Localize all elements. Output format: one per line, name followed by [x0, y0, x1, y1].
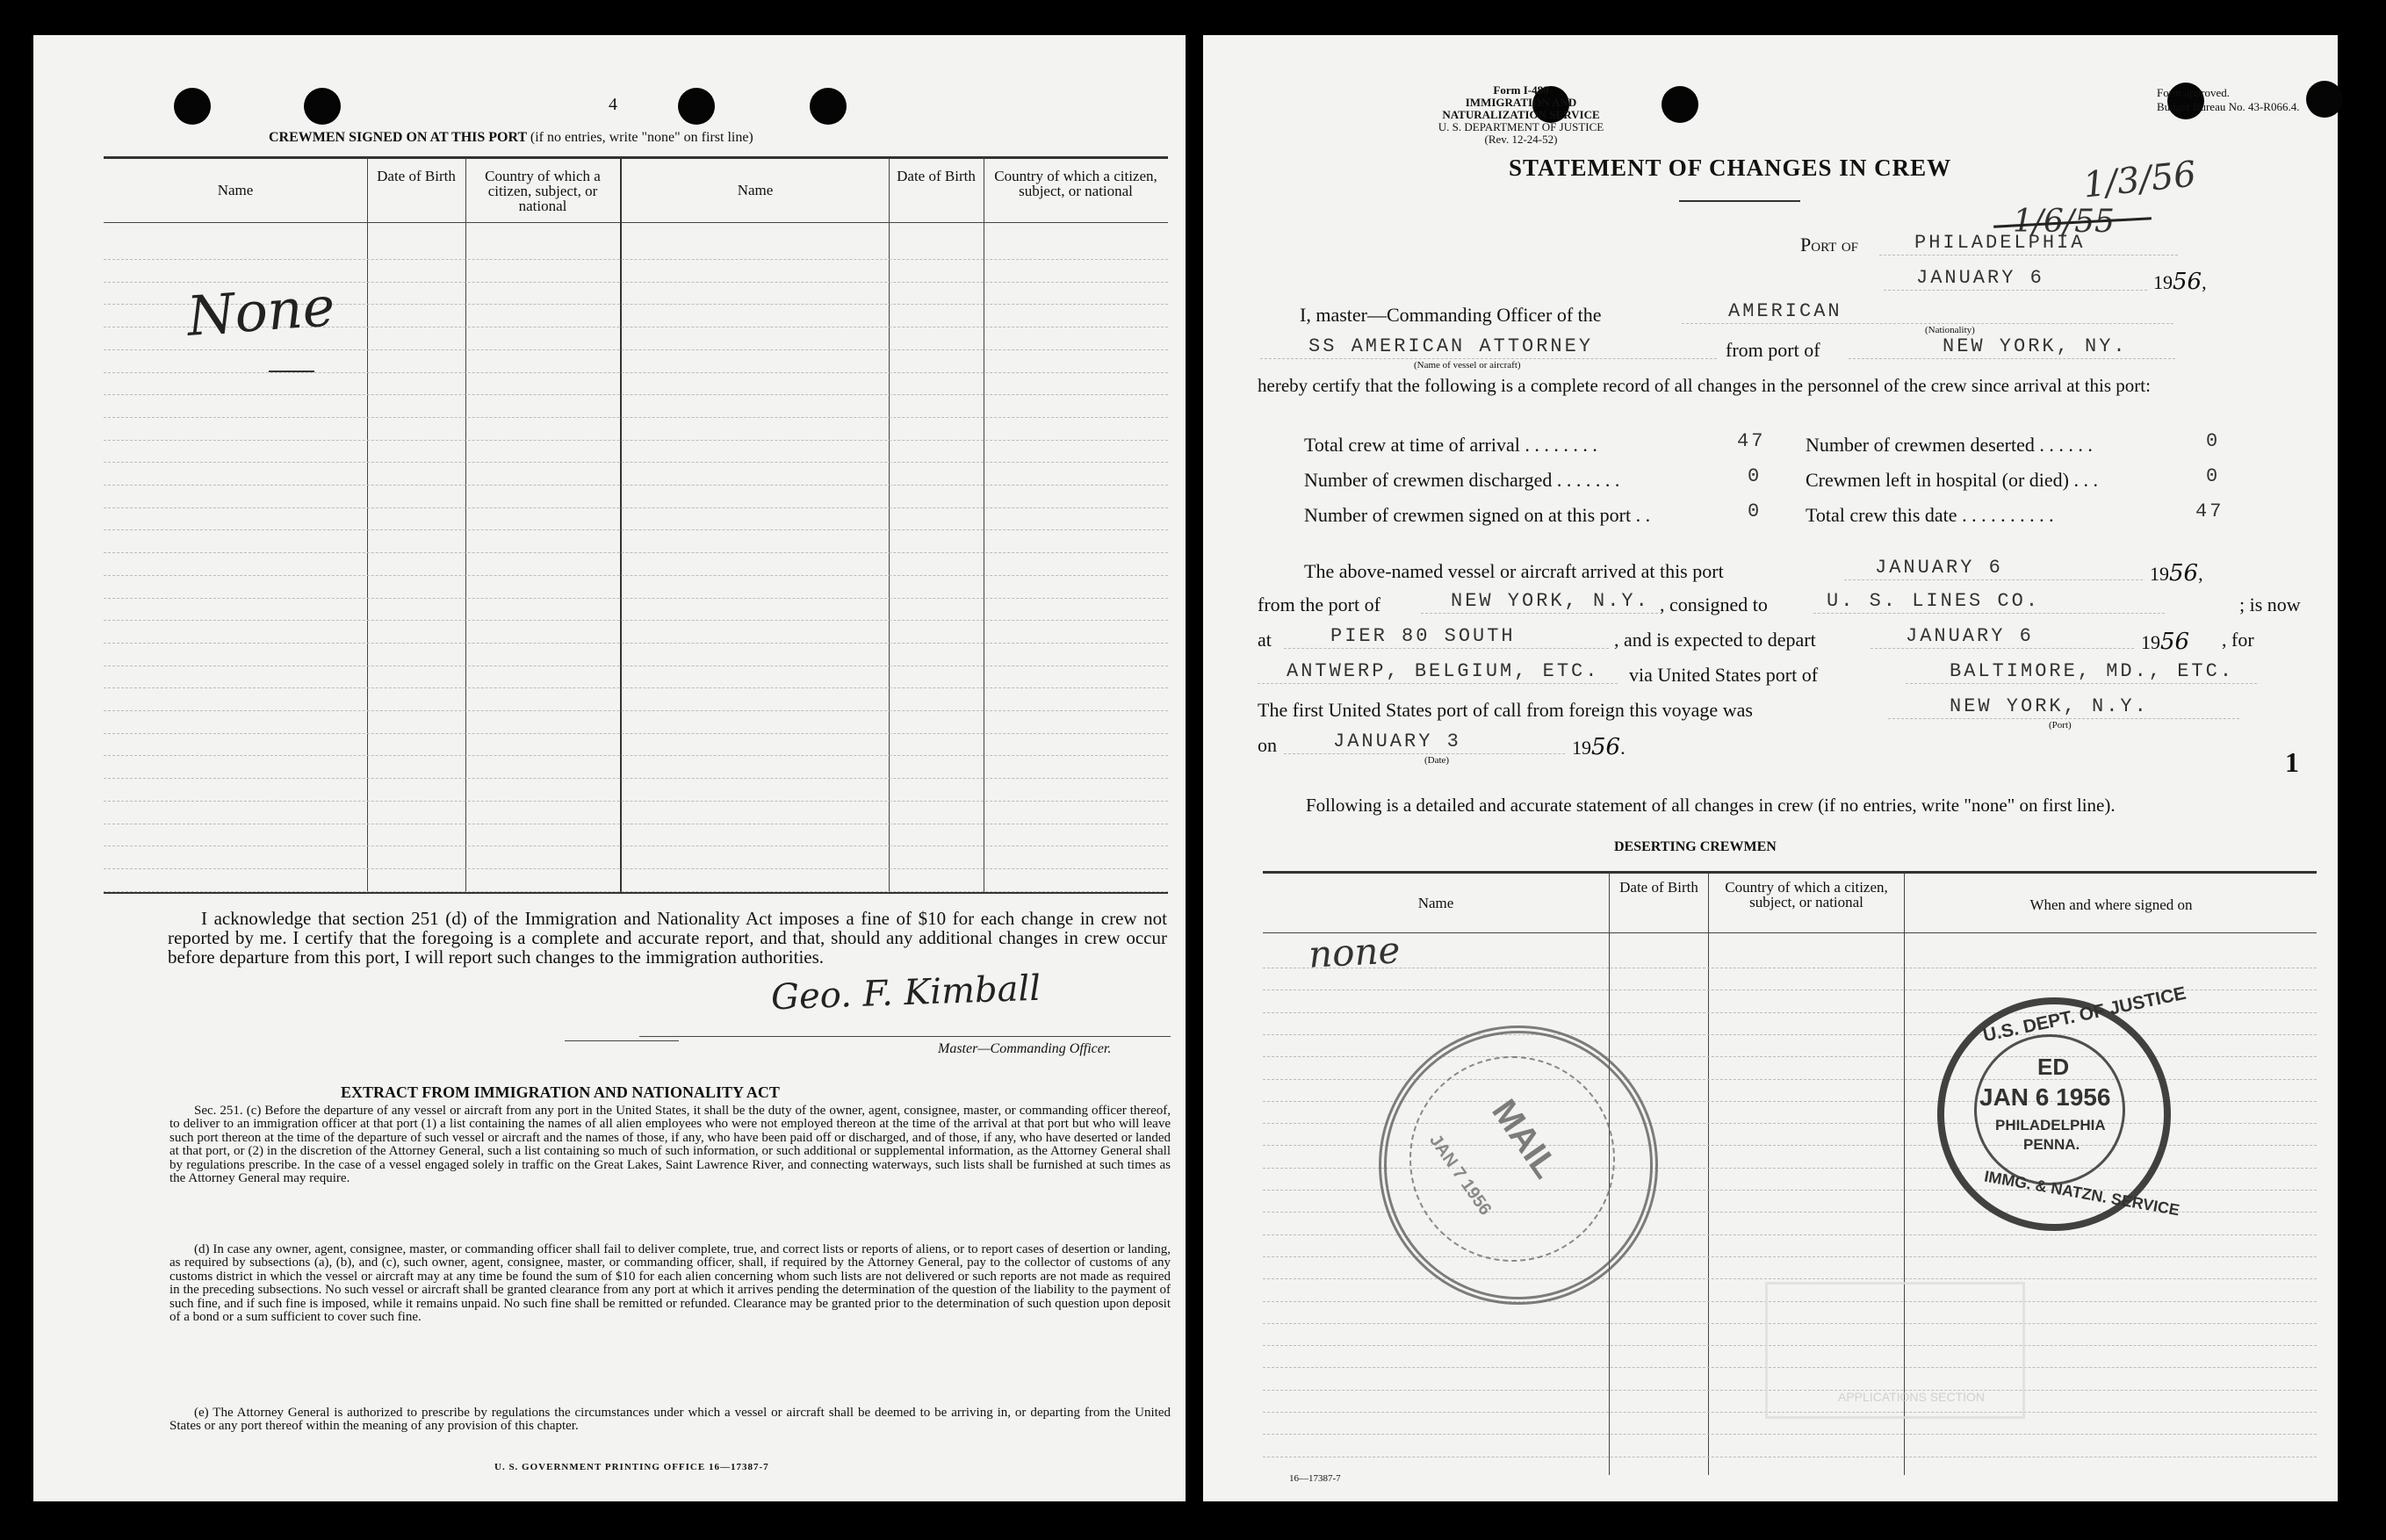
form-number: Form I-489	[1493, 83, 1549, 97]
applications-stamp-text: APPLICATIONS SECTION	[1838, 1390, 1985, 1404]
stat-value: 47	[2195, 500, 2224, 522]
nationality-value: AMERICAN	[1728, 300, 1842, 322]
row-line	[104, 552, 1168, 553]
justice-stamp-top: U.S. DEPT. OF JUSTICE	[1981, 982, 2188, 1047]
punch-hole	[1662, 86, 1698, 123]
title-underline	[1679, 200, 1800, 202]
certify-text: hereby certify that the following is a complete record of all changes in the personnel of the crew since arrival at this port:	[1258, 375, 2151, 396]
year-prefix: 19	[2141, 631, 2160, 653]
col-header-country: Country of which a citizen, subject, or national	[1725, 879, 1888, 910]
arrived-year: 1956,	[2150, 560, 2203, 586]
at-value: PIER 80 SOUTH	[1330, 625, 1516, 647]
depart-value: JANUARY 6	[1906, 625, 2034, 647]
year-prefix: 19	[2153, 271, 2173, 293]
signature-line	[565, 1040, 679, 1041]
punch-hole	[2306, 81, 2343, 118]
stat-value: 0	[2206, 465, 2221, 487]
row-line	[104, 733, 1168, 734]
via-value: BALTIMORE, MD., ETC.	[1950, 660, 2235, 682]
table-header-rule	[104, 222, 1168, 223]
row-line	[104, 620, 1168, 621]
signature-caption: Master—Commanding Officer.	[938, 1041, 1112, 1056]
struck-date: 1/6/55	[2013, 204, 2115, 240]
extract-section-c: Sec. 251. (c) Before the departure of any vessel or aircraft from any port in the United States, it shall be the duty of the owner, agent, consignee, master, or commanding officer thereof, to deliver to an immigration officer at that port (1) a list containing the names of all alien employees who were not employed thereon at the time of the arrival at that port but who will leave such port thereon at the time of the departure of such vessel or aircraft and the names of those, if any, who have been paid off or discharged, and of those, if any, who have deserted or landed at that port, or (2) in the discretion of the Attorney General, such a list containing so much of such information, or such additional or supplemental information, as the Attorney General shall by regulations prescribe. In the case of a vessel engaged solely in traffic on the Great Lakes, Saint Lawrence River, and connecting waterways, such lists shall be furnished at such times as the Attorney General may require.	[169, 1104, 1171, 1186]
row-line	[104, 529, 1168, 530]
page-number: 1	[2285, 746, 2299, 778]
table-header-rule	[1263, 932, 2317, 933]
stat-label: Number of crewmen signed on at this port . .	[1304, 504, 1651, 526]
signature-line	[639, 1036, 1171, 1037]
nationality-caption: (Nationality)	[1925, 325, 1975, 335]
from-port-value: NEW YORK, NY.	[1943, 335, 2128, 357]
date-year: 1956,	[2153, 269, 2207, 295]
fill-line	[1284, 753, 1565, 754]
col-divider	[889, 158, 890, 892]
row-line	[1263, 1278, 2317, 1279]
master-signature: Geo. F. Kimball	[770, 968, 1042, 1018]
table-top-rule	[1263, 871, 2317, 874]
col-divider	[367, 158, 368, 892]
fill-line	[1682, 323, 2173, 324]
left-page	[33, 35, 1186, 1501]
form-header	[1416, 84, 1626, 146]
year-handwritten: 56	[2160, 629, 2190, 655]
row-line	[104, 755, 1168, 756]
row-line	[104, 868, 1168, 869]
fill-line	[1849, 358, 2175, 359]
fill-line	[1813, 613, 2165, 614]
justice-stamp-bottom: IMMG. & NATZN. SERVICE	[1983, 1167, 2181, 1220]
printing-office-footer: U. S. GOVERNMENT PRINTING OFFICE 16—17387-7	[494, 1462, 769, 1472]
form-revision: (Rev. 12-24-52)	[1484, 133, 1558, 146]
agency-department: U. S. DEPARTMENT OF JUSTICE	[1438, 120, 1604, 133]
right-page	[1203, 35, 2338, 1501]
depart-year	[2141, 629, 2189, 655]
page-number: 4	[609, 95, 617, 114]
from-port-of-value: NEW YORK, N.Y.	[1451, 590, 1650, 612]
at-label: at	[1258, 629, 1272, 651]
row-line	[1263, 1034, 2317, 1035]
approval-line-2: Budget Bureau No. 43-R066.4.	[2157, 100, 2300, 113]
row-line	[104, 778, 1168, 779]
from-port-label: from port of	[1726, 339, 1820, 361]
following-text: Following is a detailed and accurate statement of all changes in crew (if no entries, write "none" on first line).	[1306, 795, 2116, 816]
destination-value: ANTWERP, BELGIUM, ETC.	[1287, 660, 1600, 682]
section-title: CREWMEN SIGNED ON AT THIS PORT (if no entries, write "none" on first line)	[269, 130, 753, 145]
form-footer: 16—17387-7	[1289, 1473, 1341, 1484]
col-divider	[1708, 873, 1709, 1475]
row-line	[104, 801, 1168, 802]
applications-stamp	[1765, 1282, 2025, 1419]
port-label: Port of	[1800, 234, 1859, 255]
col-header-country: Country of which a citizen, subject, or national	[485, 168, 601, 214]
mail-stamp	[1379, 1025, 1658, 1305]
row-line	[104, 891, 1168, 892]
for-label: , for	[2222, 629, 2254, 651]
approval-line-1: Form approved.	[2157, 86, 2231, 99]
stat-label: Total crew this date . . . . . . . . . .	[1806, 504, 2054, 526]
vessel-caption: (Name of vessel or aircraft)	[1414, 360, 1521, 371]
handwritten-date: 1/3/56	[2080, 154, 2198, 206]
form-title: STATEMENT OF CHANGES IN CREW	[1509, 155, 1952, 181]
row-line	[104, 710, 1168, 711]
deserting-title: DESERTING CREWMEN	[1614, 839, 1777, 854]
stat-label: Number of crewmen deserted . . . . . .	[1806, 434, 2093, 456]
first-port-text: The first United States port of call from foreign this voyage was	[1258, 699, 1753, 721]
col-header-dob: Date of Birth	[1619, 879, 1698, 896]
col-header-country-2: Country of which a citizen, subject, or national	[994, 168, 1157, 199]
on-year: 1956.	[1572, 734, 1626, 760]
row-line	[104, 259, 1168, 260]
fill-line	[1906, 683, 2257, 684]
col-header-dob: Date of Birth	[377, 168, 456, 184]
row-line	[1263, 1012, 2317, 1013]
is-now: ; is now	[2239, 594, 2301, 615]
col-divider	[465, 158, 466, 892]
row-line	[104, 417, 1168, 418]
stat-value: 0	[2206, 430, 2221, 452]
extract-title: EXTRACT FROM IMMIGRATION AND NATIONALITY ACT	[341, 1083, 780, 1101]
expected-label: , and is expected to depart	[1614, 629, 1816, 651]
year-handwritten: 56	[2169, 560, 2199, 586]
handwritten-none: None	[184, 274, 337, 349]
punch-hole	[174, 88, 211, 125]
table-bottom-rule	[104, 892, 1168, 894]
handwritten-none: none	[1307, 928, 1402, 976]
stat-value: 0	[1748, 500, 1762, 522]
punch-hole	[304, 88, 341, 125]
stat-label: Crewmen left in hospital (or died) . . .	[1806, 469, 2098, 491]
first-port-value: NEW YORK, N.Y.	[1950, 695, 2149, 717]
extract-section-e: (e) The Attorney General is authorized to prescribe by regulations the circumstances under which a vessel or aircraft shall be deemed to be arriving in, or departing from the United States or any port thereof within the meaning of any provision of this chapter.	[169, 1406, 1171, 1434]
master-line: I, master—Commanding Officer of the	[1300, 304, 1602, 326]
fill-line	[1258, 683, 1618, 684]
mail-stamp-date: JAN 7 1956	[1425, 1131, 1496, 1220]
year-handwritten: 56	[2173, 269, 2202, 295]
row-line	[104, 349, 1168, 350]
year-handwritten: 56	[1591, 734, 1621, 760]
fill-line	[1284, 648, 1609, 649]
mail-stamp-text: MAIL	[1484, 1092, 1566, 1185]
stat-label: Total crew at time of arrival . . . . . . . .	[1304, 434, 1597, 456]
year-prefix: 19	[2150, 563, 2169, 585]
fill-line	[1871, 648, 2134, 649]
arrived-text: The above-named vessel or aircraft arrived at this port	[1304, 560, 1724, 582]
punch-hole	[810, 88, 847, 125]
col-header-dob-2: Date of Birth	[897, 168, 976, 184]
col-header-signed-on: When and where signed on	[2029, 896, 2193, 913]
year-prefix: 19	[1572, 737, 1591, 759]
on-value: JANUARY 3	[1333, 730, 1461, 752]
from-port-of: from the port of	[1258, 594, 1380, 615]
row-line	[104, 643, 1168, 644]
row-line	[104, 485, 1168, 486]
vessel-value: SS AMERICAN ATTORNEY	[1308, 335, 1594, 357]
row-line	[104, 507, 1168, 508]
row-line	[104, 394, 1168, 395]
extract-section-d: (d) In case any owner, agent, consignee, master, or commanding officer shall fail to deliver complete, true, and correct lists or reports of aliens, or to report cases of desertion or landing, as required by subsections (a), (b), and (c), such owner, agent, consignee, master, or commanding officer, shall, if required by the Attorney General, pay to the collector of customs of any customs district in which the vessel or aircraft may at any time be found the sum of $10 for each alien concerning whom such lists are not delivered or such reports are not made as required in the preceding subsections. No such vessel or aircraft shall be granted clearance from any port at which it arrives pending the determination of the question of the liability to the payment of such fine, and if such fine is imposed, while it remains unpaid. No such fine shall be remitted or refunded. Clearance may be granted prior to the determination of such question upon deposit of a bond or a sum sufficient to cover such fine.	[169, 1242, 1171, 1325]
justice-stamp-city: PHILADELPHIA	[1995, 1117, 2106, 1133]
port-caption: (Port)	[2049, 720, 2072, 730]
fill-line	[1888, 718, 2239, 719]
approval-note	[2157, 86, 2299, 114]
fill-line	[1421, 613, 1658, 614]
acknowledgment-text: I acknowledge that section 251 (d) of the Immigration and Nationality Act imposes a fine of $10 for each change in crew not reported by me. I certify that the foregoing is a complete and accurate report, and that, should any additional changes in crew occur before departure from this port, I will report such changes to the immigration authorities.	[168, 908, 1167, 968]
fill-line	[1844, 579, 2143, 580]
stat-label: Number of crewmen discharged . . . . . . .	[1304, 469, 1620, 491]
row-line	[1263, 1434, 2317, 1435]
port-value: PHILADELPHIA	[1914, 232, 2086, 254]
date-value: JANUARY 6	[1916, 267, 2044, 289]
consigned-value: U. S. LINES CO.	[1827, 590, 2041, 612]
row-line	[104, 462, 1168, 463]
fill-line	[1260, 358, 1717, 359]
stat-value: 0	[1748, 465, 1762, 487]
consigned-label: , consigned to	[1660, 594, 1768, 615]
table-top-rule	[104, 156, 1168, 159]
col-header-name-2: Name	[737, 182, 774, 198]
on-label: on	[1258, 734, 1277, 756]
row-line	[1263, 1056, 2317, 1057]
punch-hole	[678, 88, 715, 125]
justice-stamp-center: ED	[2037, 1054, 2070, 1080]
row-line	[104, 440, 1168, 441]
justice-stamp-state: PENNA.	[2023, 1136, 2080, 1153]
arrived-value: JANUARY 6	[1875, 557, 2003, 579]
row-line	[104, 687, 1168, 688]
justice-stamp-date: JAN 6 1956	[1979, 1083, 2111, 1111]
justice-stamp	[1937, 982, 2188, 1231]
date-caption: (Date)	[1424, 755, 1450, 766]
handwritten-stroke	[269, 371, 314, 372]
via-label: via United States port of	[1629, 664, 1819, 686]
row-line	[104, 598, 1168, 599]
fill-line	[1884, 290, 2147, 291]
col-header-name: Name	[1417, 895, 1454, 911]
col-header-name: Name	[217, 182, 254, 198]
stat-value: 47	[1737, 430, 1766, 452]
agency-name: IMMIGRATION AND NATURALIZATION SERVICE	[1442, 96, 1600, 121]
row-line	[104, 372, 1168, 373]
row-line	[104, 575, 1168, 576]
col-divider	[620, 158, 622, 892]
